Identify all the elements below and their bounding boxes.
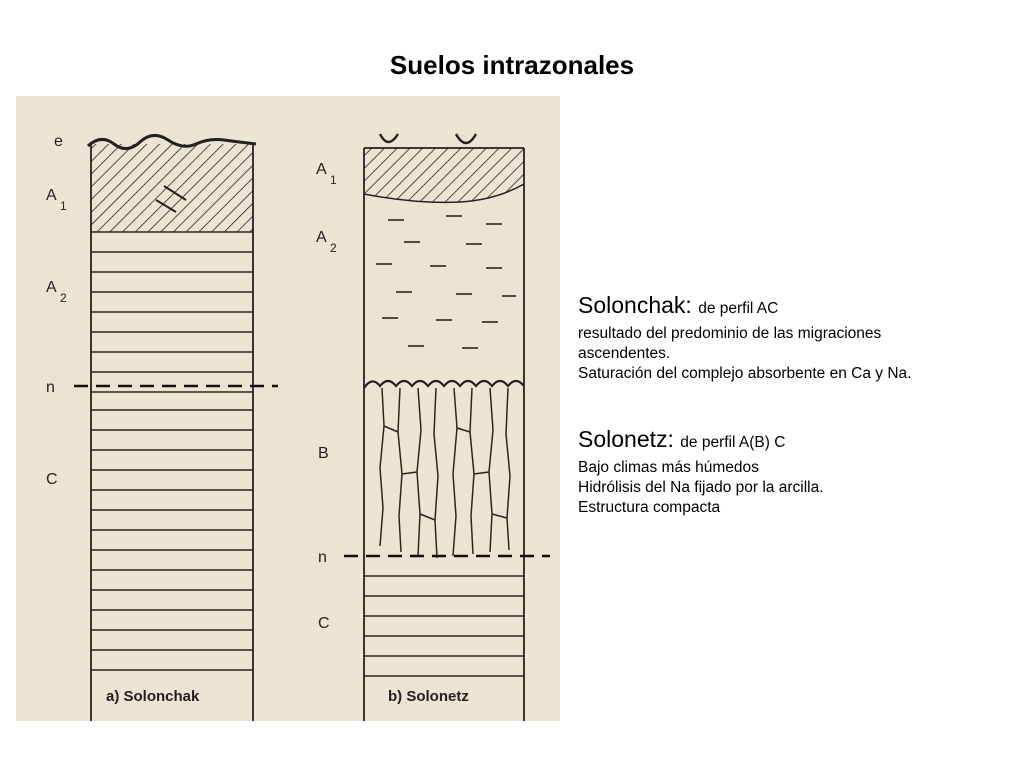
solonetz-name: Solonetz: [578, 426, 674, 452]
solonetz-caption: b) Solonetz [388, 688, 469, 705]
solonetz-description [578, 424, 1018, 518]
solonetz-label-a1: A [316, 161, 327, 178]
solonchak-label-n: n [46, 379, 55, 396]
solonetz-label-n: n [318, 549, 327, 566]
solonchak-profile-column [74, 135, 278, 721]
solonchak-label-a1-sub: 1 [60, 199, 67, 213]
solonchak-heading [578, 290, 1018, 324]
solonchak-label-c: C [46, 471, 58, 488]
solonetz-line: Hidrólisis del Na fijado por la arcilla. [578, 479, 824, 496]
solonetz-heading [578, 424, 1018, 458]
solonetz-label-a1-sub: 1 [330, 173, 337, 187]
solonchak-label-a2: A [46, 279, 57, 296]
solonetz-profile: de perfil A(B) C [680, 434, 786, 451]
solonetz-c-lines [364, 576, 524, 676]
soil-profiles-drawing [16, 96, 560, 721]
solonchak-caption: a) Solonchak [106, 688, 200, 705]
solonchak-line: resultado del predominio de las migraciones [578, 325, 882, 342]
solonchak-name: Solonchak: [578, 292, 692, 318]
solonchak-label-a2-sub: 2 [60, 291, 67, 305]
solonchak-label-a1: A [46, 187, 57, 204]
solonchak-a1-hatch [91, 144, 253, 232]
solonchak-line: Saturación del complejo absorbente en Ca y Na. [578, 365, 912, 382]
solonetz-line: Estructura compacta [578, 499, 721, 516]
solonetz-profile-column [344, 134, 550, 721]
solonetz-label-a2-sub: 2 [330, 241, 337, 255]
solonetz-label-c: C [318, 615, 330, 632]
solonetz-b-prisms [380, 388, 510, 558]
page-title: Suelos intrazonales [389, 50, 635, 80]
solonchak-profile: de perfil AC [698, 300, 779, 317]
solonchak-line: ascendentes. [578, 345, 671, 362]
solonchak-label-e: e [54, 133, 63, 150]
solonchak-layer-lines [91, 232, 253, 670]
solonetz-line: Bajo climas más húmedos [578, 459, 759, 476]
solonetz-a2-dashes [376, 216, 516, 348]
solonetz-label-b: B [318, 445, 329, 462]
solonetz-label-a2: A [316, 229, 327, 246]
solonchak-description [578, 290, 1018, 384]
solonetz-b-top [364, 381, 524, 388]
soil-profiles-figure [16, 96, 560, 721]
